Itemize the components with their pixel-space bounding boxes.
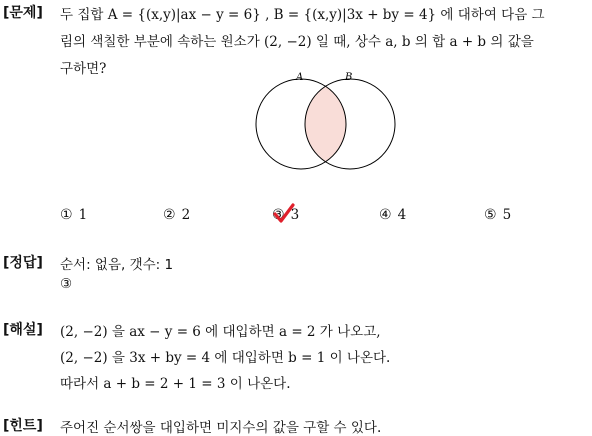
explanation-label: [해설] [3,322,43,338]
choice-5[interactable] [484,207,511,223]
explanation-line-2: (2, −2) 을 3x + by = 4 에 대입하면 b = 1 이 나온다. [60,350,391,366]
problem-text-line-2: 림의 색칠한 부분에 속하는 원소가 (2, −2) 일 때, 상수 a, b 의 합 a + b 의 값을 [60,34,534,50]
choice-2-number: ② [163,207,176,223]
answer-label: [정답] [3,255,43,271]
problem-text-line-1: 두 집합 A = {(x,y)|ax − y = 6} , B = {(x,y)|3x + by = 4} 에 대하여 다음 그 [60,7,545,23]
choice-3-value: 3 [290,207,300,223]
answer-choice: ③ [60,276,73,292]
choice-3-number: ③ [272,207,285,223]
venn-label-b: B [345,72,353,83]
correct-check-icon [273,203,295,225]
choice-5-number: ⑤ [484,207,497,223]
venn-diagram [252,70,402,172]
choice-5-value: 5 [502,207,512,223]
choice-2[interactable] [163,207,190,223]
choice-4-value: 4 [397,207,407,223]
choice-2-value: 2 [181,207,191,223]
choice-4-number: ④ [379,207,392,223]
hint-label: [힌트] [3,418,43,434]
choice-4[interactable] [379,207,406,223]
explanation-line-3: 따라서 a + b = 2 + 1 = 3 이 나온다. [60,376,291,392]
choice-1-number: ① [60,207,73,223]
choice-1[interactable] [60,207,87,223]
hint-text: 주어진 순서쌍을 대입하면 미지수의 값을 구할 수 있다. [60,420,382,436]
problem-text-line-3: 구하면? [60,61,107,77]
venn-label-a: A [296,72,304,83]
explanation-line-1: (2, −2) 을 ax − y = 6 에 대입하면 a = 2 가 나오고, [60,324,381,340]
problem-label: [문제] [3,5,43,21]
answer-text: 순서: 없음, 갯수: 1 [60,257,174,273]
choice-1-value: 1 [78,207,88,223]
